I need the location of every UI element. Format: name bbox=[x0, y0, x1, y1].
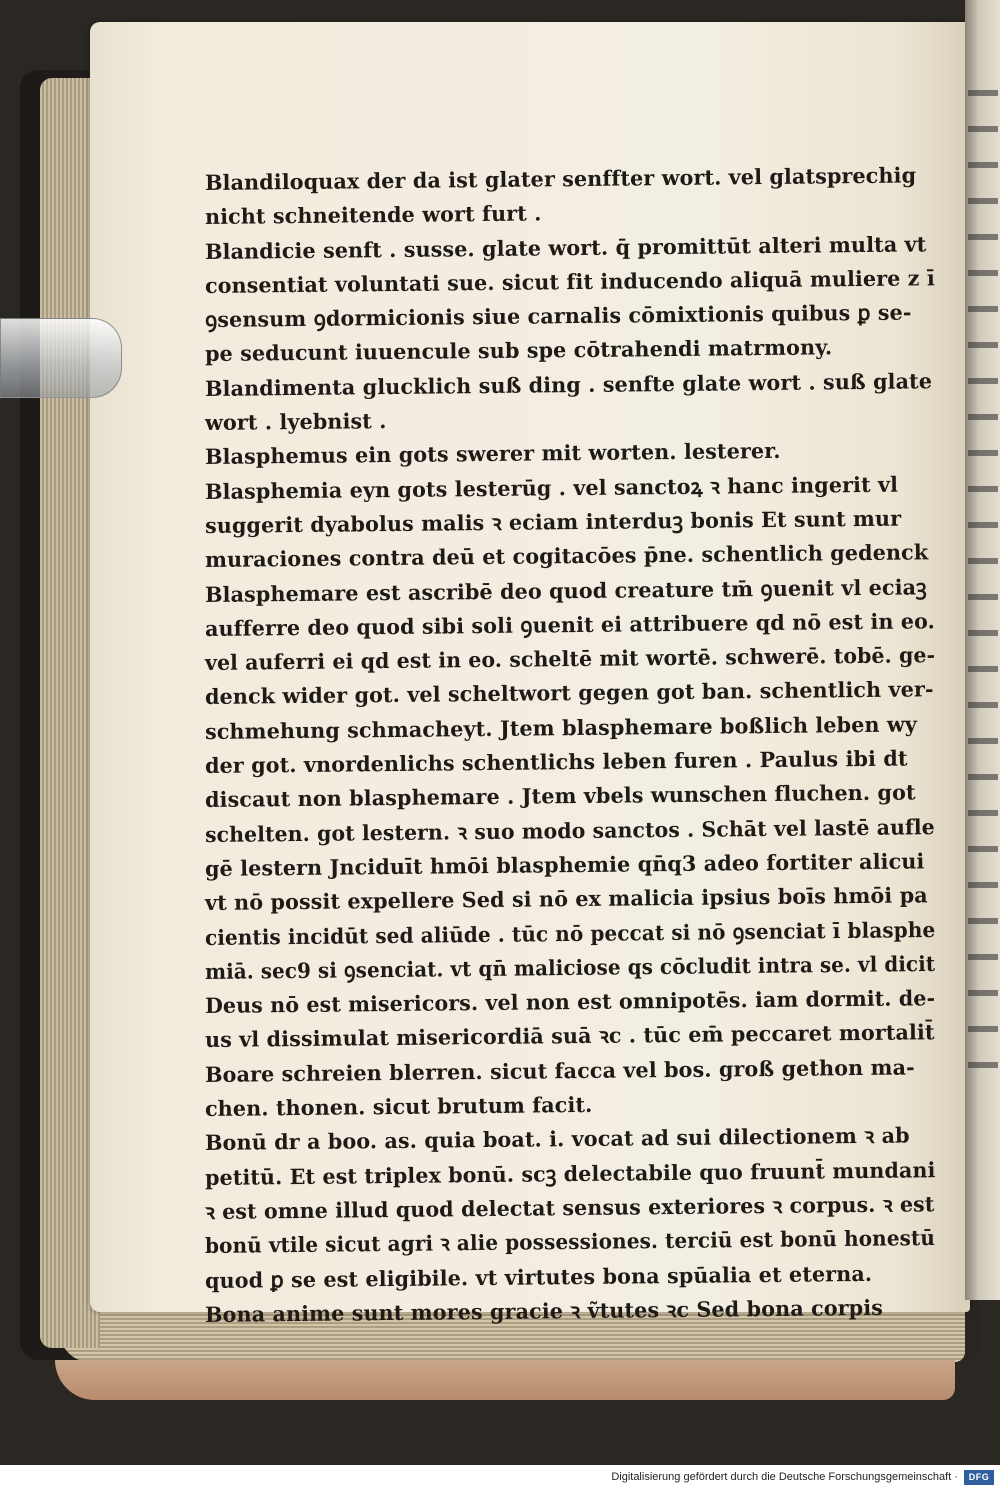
text-line: vel auferri ei qd est in eo. scheltē mit wortē. schwerē. tobē. ge- bbox=[204, 642, 936, 676]
acrylic-page-clip bbox=[0, 318, 122, 398]
text-line: Blandimenta glucklich suß ding . senfte glate wort . suß glate bbox=[204, 368, 933, 401]
text-line: Blasphemia eyn gots lesterūg . vel sanctoꝝ ꝛ hanc ingerit vl bbox=[204, 471, 899, 504]
text-line: muraciones contra deū et cogitacōes p̄ne. schentlich gedenck bbox=[204, 539, 929, 573]
text-line: quod ꝑ se est eligibile. vt virtutes bona spūalia et eterna. bbox=[204, 1260, 873, 1293]
page-text bbox=[204, 162, 945, 1332]
text-line: gē lestern Jnciduīt hmōi blasphemie qn̄q3 adeo fortiter alicui bbox=[204, 848, 925, 881]
text-line: petitū. Et est triplex bonū. scꝫ delectabile quo fruunt̄ mundani bbox=[204, 1156, 936, 1190]
text-line: aufferre deo quod sibi soli ꝯuenit ei attribuere qd nō est in eo. bbox=[204, 608, 936, 641]
text-line: wort . lyebnist . bbox=[204, 408, 387, 436]
text-line: Deus nō est misericors. vel non est omnipotēs. iam dormit. de- bbox=[204, 985, 936, 1019]
text-line: Blandicie senft . susse. glate wort. q̄ promittūt alteri multa vt bbox=[204, 230, 927, 264]
text-line: Blasphemus ein gots swerer mit worten. lesterer. bbox=[204, 438, 781, 470]
credit-text: Digitalisierung gefördert durch die Deutsche Forschungsgemeinschaft · bbox=[611, 1471, 958, 1483]
book-foredge bbox=[55, 1360, 955, 1400]
text-line: chen. thonen. sicut brutum facit. bbox=[204, 1091, 593, 1122]
text-line: Blandiloquax der da ist glater senffter wort. vel glatsprechig bbox=[204, 162, 917, 195]
text-line: nicht schneitende wort furt . bbox=[204, 200, 542, 230]
text-line: schmehung schmacheyt. Jtem blasphemare boßlich leben wy bbox=[204, 711, 918, 744]
text-line: Blasphemare est ascribē deo quod creature tm̄ ꝯuenit vl eciaꝫ bbox=[204, 573, 927, 607]
dfg-logo: DFG bbox=[964, 1470, 994, 1485]
text-line: ꝛ est omne illud quod delectat sensus exteriores ꝛ corpus. ꝛ est bbox=[204, 1191, 935, 1224]
text-line: pe seducunt iuuencule sub spe cōtrahendi matrmony. bbox=[204, 334, 833, 367]
text-line: denck wider got. vel scheltwort gegen got ban. schentlich ver- bbox=[204, 676, 934, 710]
text-line: miā. sec9 si ꝯsenciat. vt qn̄ maliciose qs cōcludit intra se. vl dicit bbox=[204, 950, 936, 984]
text-line: Bonū dr a boo. as. quia boat. i. vocat ad sui dilectionem ꝛ ab bbox=[204, 1122, 910, 1156]
text-line: discaut non blasphemare . Jtem vbels wunschen fluchen. got bbox=[204, 779, 916, 813]
text-line: schelten. got lestern. ꝛ suo modo sanctos . Schāt vel lastē aufle bbox=[204, 813, 935, 847]
text-line: bonū vtile sicut agri ꝛ alie possessiones. terciū est bonū honestū bbox=[204, 1225, 936, 1259]
credit-bar bbox=[0, 1465, 1000, 1491]
text-line: us vl dissimulat misericordiā suā ꝛc . tūc em̄ peccaret mortalit̄ bbox=[204, 1019, 935, 1053]
text-line: Bona anime sunt mores gracie ꝛ ṽtutes ꝛc Sed bona corpis bbox=[204, 1294, 884, 1327]
text-line: consentiat voluntati sue. sicut fit inducendo aliquā muliere z ī bbox=[204, 265, 935, 298]
text-line: ꝯsensum ꝯdormicionis siue carnalis cōmixtionis quibus ꝑ se- bbox=[204, 299, 912, 333]
text-line: cientis incidūt sed aliūde . tūc nō peccat si nō ꝯsenciat ī blasphe bbox=[204, 916, 936, 950]
text-line: vt nō possit expellere Sed si nō ex malicia ipsius boīs hmōi pa bbox=[204, 882, 928, 916]
text-line: suggerit dyabolus malis ꝛ eciam interduꝫ bonis Et sunt mur bbox=[204, 505, 902, 538]
facing-page-text-shadow bbox=[968, 70, 998, 1070]
text-line: der got. vnordenlichs schentlichs leben furen . Paulus ibi dt bbox=[204, 745, 908, 779]
text-line: Boare schreien blerren. sicut facca vel bos. groß gethon ma- bbox=[204, 1054, 915, 1087]
